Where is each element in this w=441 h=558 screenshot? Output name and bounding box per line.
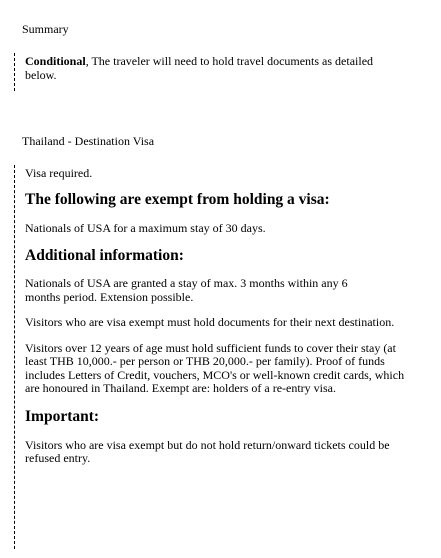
- destination-visa-section-title: Thailand - Destination Visa: [22, 134, 155, 148]
- exempt-heading: The following are exempt from holding a visa:: [25, 190, 330, 208]
- additional-info-paragraph: Visitors over 12 years of age must hold sufficient funds to cover their stay (at least THB 10,000.- per person or THB 20,000.- per family). Proof of funds includes Letters of Credit, vouchers, MCO's or well-known credit cards, which are honoured in Thailand. Exempt are: holders of a re-entry visa.: [25, 340, 405, 395]
- important-paragraph: Visitors who are visa exempt but do not hold return/onward tickets could be refused entry.: [25, 437, 390, 465]
- summary-section-title: Summary: [22, 22, 69, 36]
- additional-info-heading: Additional information:: [25, 247, 184, 264]
- status-label: Conditional: [25, 54, 86, 68]
- additional-info-paragraph: Visitors who are visa exempt must hold documents for their next destination.: [25, 315, 395, 329]
- destination-visa-section: [14, 165, 414, 549]
- visa-required-text: Visa required.: [25, 166, 93, 180]
- exempt-nationals-text: Nationals of USA for a maximum stay of 30 days.: [25, 220, 266, 235]
- additional-info-paragraph: Nationals of USA are granted a stay of max. 3 months within any 6 months period. Extension possible.: [25, 276, 348, 304]
- important-heading: Important:: [25, 407, 100, 425]
- summary-text: [25, 55, 405, 82]
- summary-section: [14, 53, 414, 91]
- status-description: , The traveler will need to hold travel documents as detailed below.: [25, 54, 374, 82]
